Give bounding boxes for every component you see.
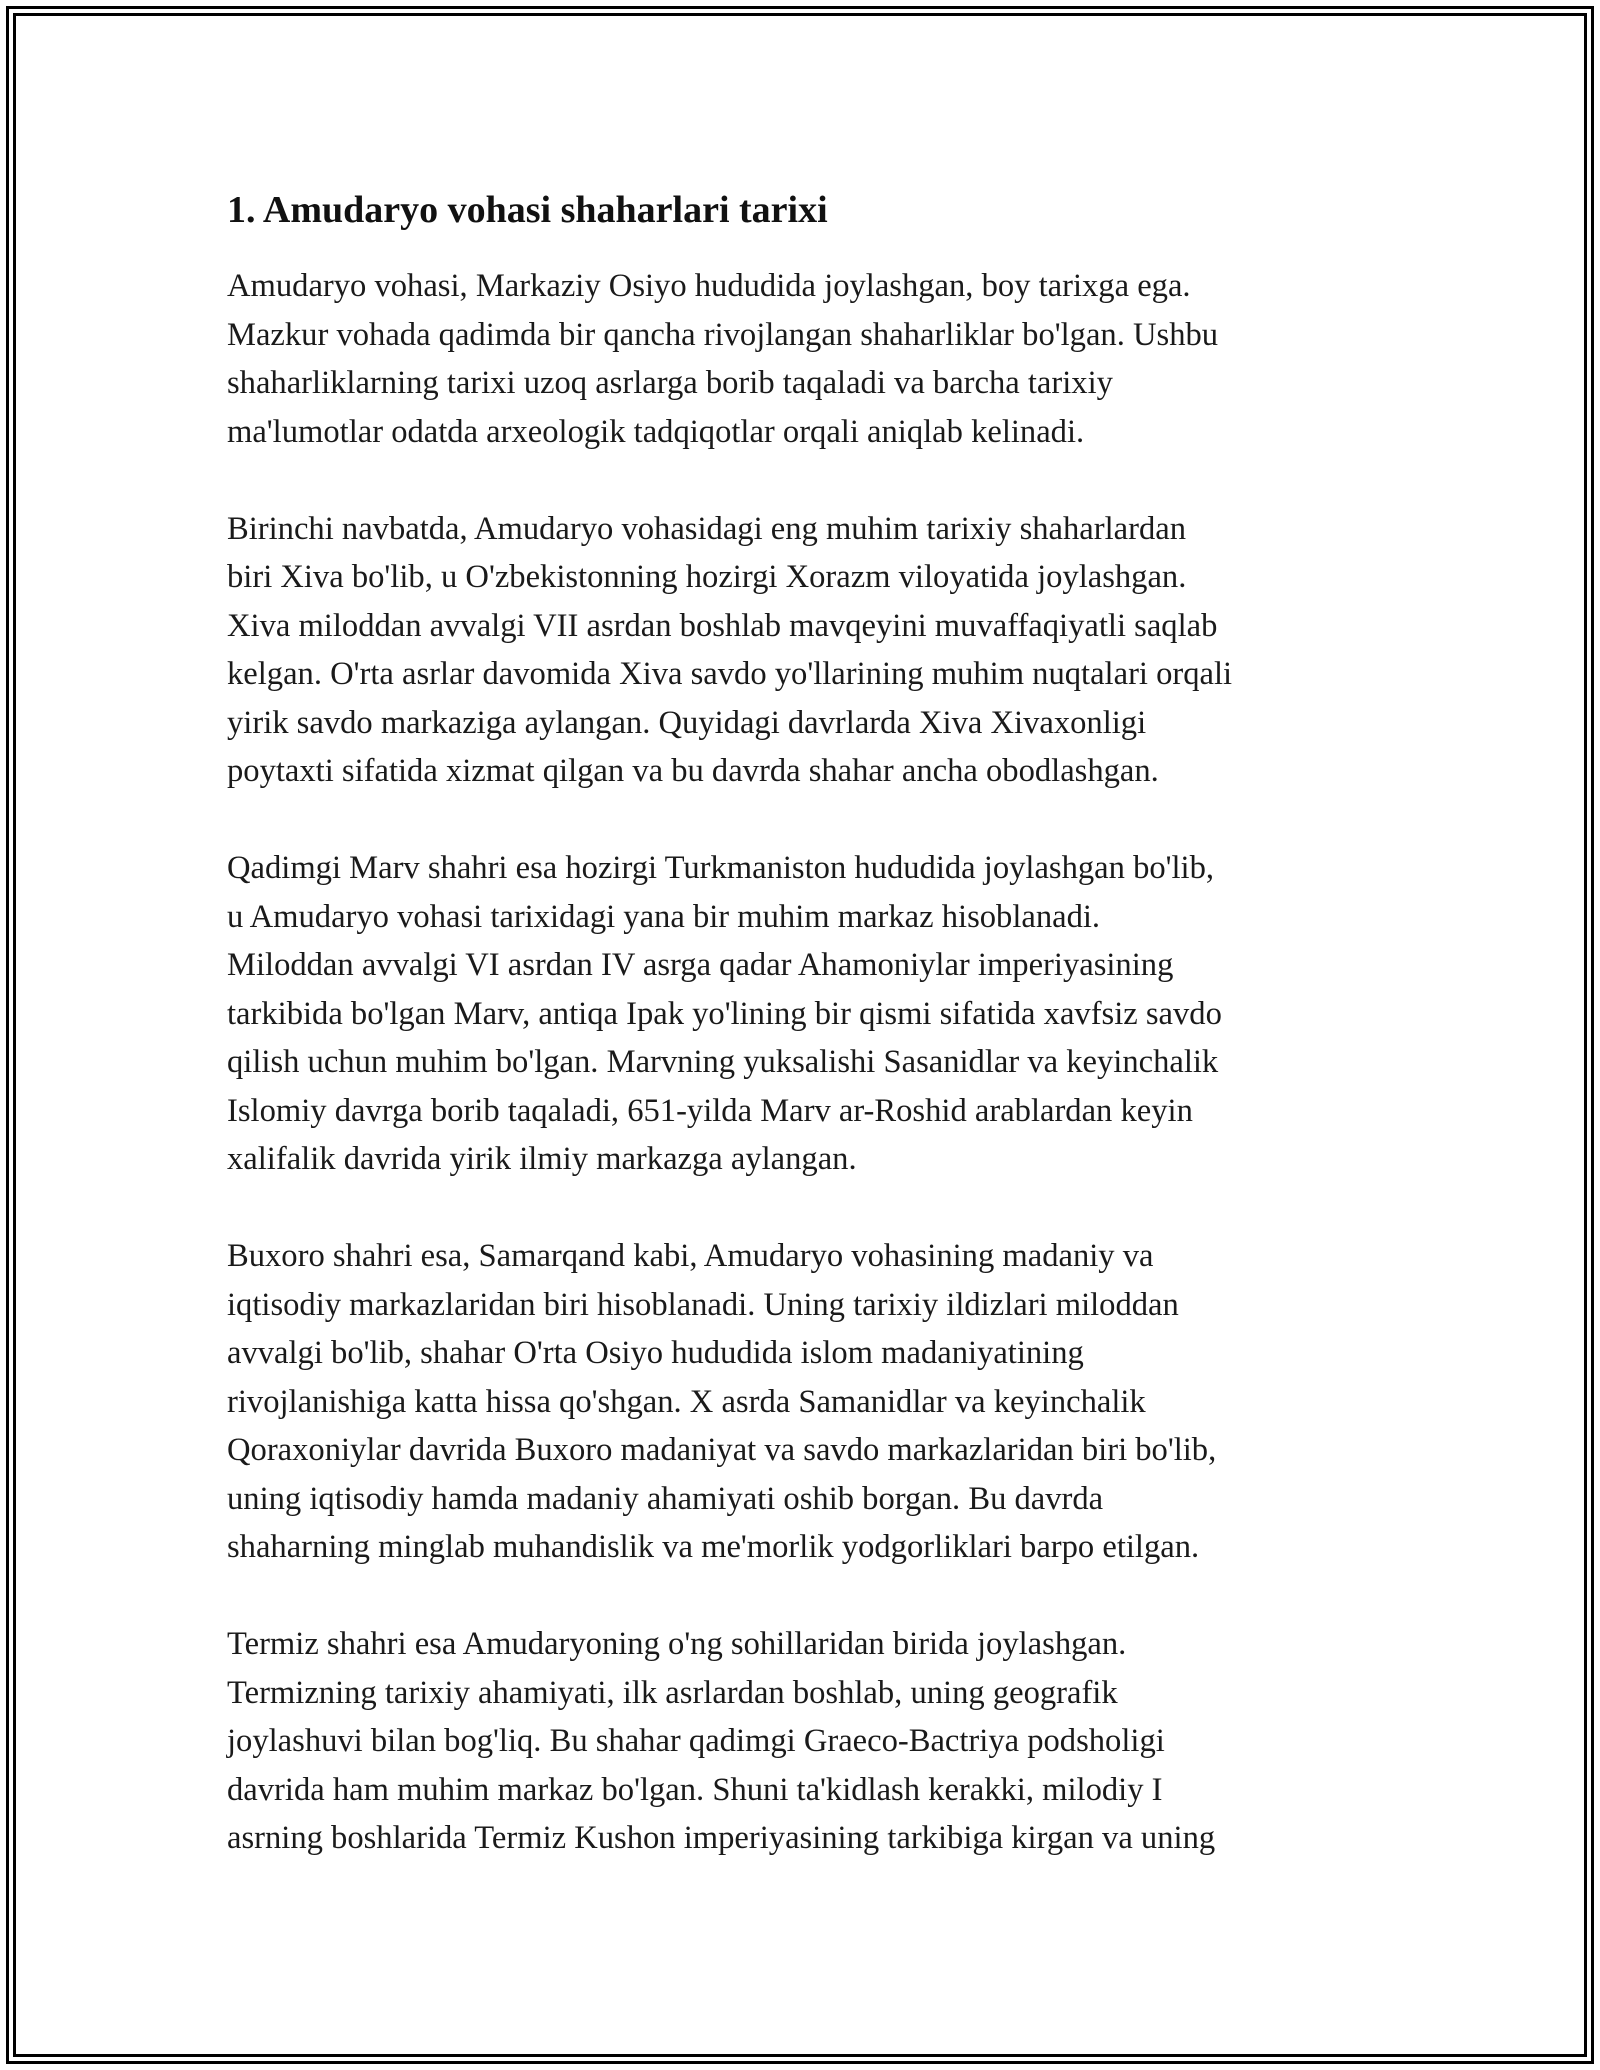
text-line: Amudaryo vohasi, Markaziy Osiyo hududida joylashgan, boy tarixga ega. <box>227 268 1191 304</box>
paragraph-buxoro <box>227 1232 1407 1572</box>
text-line: shaharliklarning tarixi uzoq asrlarga borib taqaladi va barcha tarixiy <box>227 365 1113 401</box>
text-line: kelgan. O'rta asrlar davomida Xiva savdo yo'llarining muhim nuqtalari orqali <box>227 656 1233 692</box>
text-line: Qoraxoniylar davrida Buxoro madaniyat va savdo markazlaridan biri bo'lib, <box>227 1432 1217 1468</box>
text-line: joylashuvi bilan bog'liq. Bu shahar qadimgi Graeco-Bactriya podsholigi <box>227 1723 1165 1759</box>
text-line: iqtisodiy markazlaridan biri hisoblanadi. Uning tarixiy ildizlari miloddan <box>227 1286 1179 1323</box>
text-line: Birinchi navbatda, Amudaryo vohasidagi eng muhim tarixiy shaharlardan <box>227 510 1187 547</box>
paragraph-marv <box>227 844 1407 1184</box>
text-line: Qadimgi Marv shahri esa hozirgi Turkmaniston hududida joylashgan bo'lib, <box>227 850 1215 886</box>
paragraph-intro <box>227 262 1407 456</box>
text-line: Miloddan avvalgi VI asrdan IV asrga qadar Ahamoniylar imperiyasining <box>227 947 1174 983</box>
paragraph-termiz <box>227 1620 1407 1863</box>
text-line: yirik savdo markaziga aylangan. Quyidagi davrlarda Xiva Xivaxonligi <box>227 704 1147 741</box>
text-line: uning iqtisodiy hamda madaniy ahamiyati oshib borgan. Bu davrda <box>227 1480 1104 1517</box>
text-line: davrida ham muhim markaz bo'lgan. Shuni ta'kidlash kerakki, milodiy I <box>227 1771 1163 1808</box>
text-line: Xiva miloddan avvalgi VII asrdan boshlab mavqeyini muvaffaqiyatli saqlab <box>227 607 1218 644</box>
text-line: tarkibida bo'lgan Marv, antiqa Ipak yo'lining bir qismi sifatida xavfsiz savdo <box>227 995 1222 1032</box>
text-line: Termizning tarixiy ahamiyati, ilk asrlardan boshlab, uning geografik <box>227 1674 1118 1711</box>
text-line: biri Xiva bo'lib, u O'zbekistonning hozirgi Xorazm viloyatida joylashgan. <box>227 559 1187 595</box>
text-line: rivojlanishiga katta hissa qo'shgan. X asrda Samanidlar va keyinchalik <box>227 1383 1146 1420</box>
text-line: shaharning minglab muhandislik va me'morlik yodgorliklari barpo etilgan. <box>227 1529 1200 1565</box>
text-line: Buxoro shahri esa, Samarqand kabi, Amudaryo vohasining madaniy va <box>227 1238 1154 1274</box>
text-line: poytaxti sifatida xizmat qilgan va bu davrda shahar ancha obodlashgan. <box>227 753 1159 789</box>
paragraph-xiva <box>227 505 1407 796</box>
text-line: Mazkur vohada qadimda bir qancha rivojlangan shaharliklar bo'lgan. Ushbu <box>227 316 1219 353</box>
text-line: asrning boshlarida Termiz Kushon imperiyasining tarkibiga kirgan va uning <box>227 1820 1216 1856</box>
text-line: Termiz shahri esa Amudaryoning o'ng sohillaridan birida joylashgan. <box>227 1626 1127 1662</box>
text-line: u Amudaryo vohasi tarixidagi yana bir muhim markaz hisoblanadi. <box>227 898 1101 935</box>
text-line: qilish uchun muhim bo'lgan. Marvning yuksalishi Sasanidlar va keyinchalik <box>227 1044 1219 1080</box>
section-heading: 1. Amudaryo vohasi shaharlari tarixi <box>227 189 828 231</box>
text-line: avvalgi bo'lib, shahar O'rta Osiyo hududida islom madaniyatining <box>227 1335 1084 1371</box>
document-body <box>227 186 1407 1911</box>
text-line: Islomiy davrga borib taqaladi, 651-yilda Marv ar-Roshid arablardan keyin <box>227 1092 1193 1129</box>
text-line: ma'lumotlar odatda arxeologik tadqiqotlar orqali aniqlab kelinadi. <box>227 413 1085 450</box>
text-line: xalifalik davrida yirik ilmiy markazga aylangan. <box>227 1141 857 1177</box>
